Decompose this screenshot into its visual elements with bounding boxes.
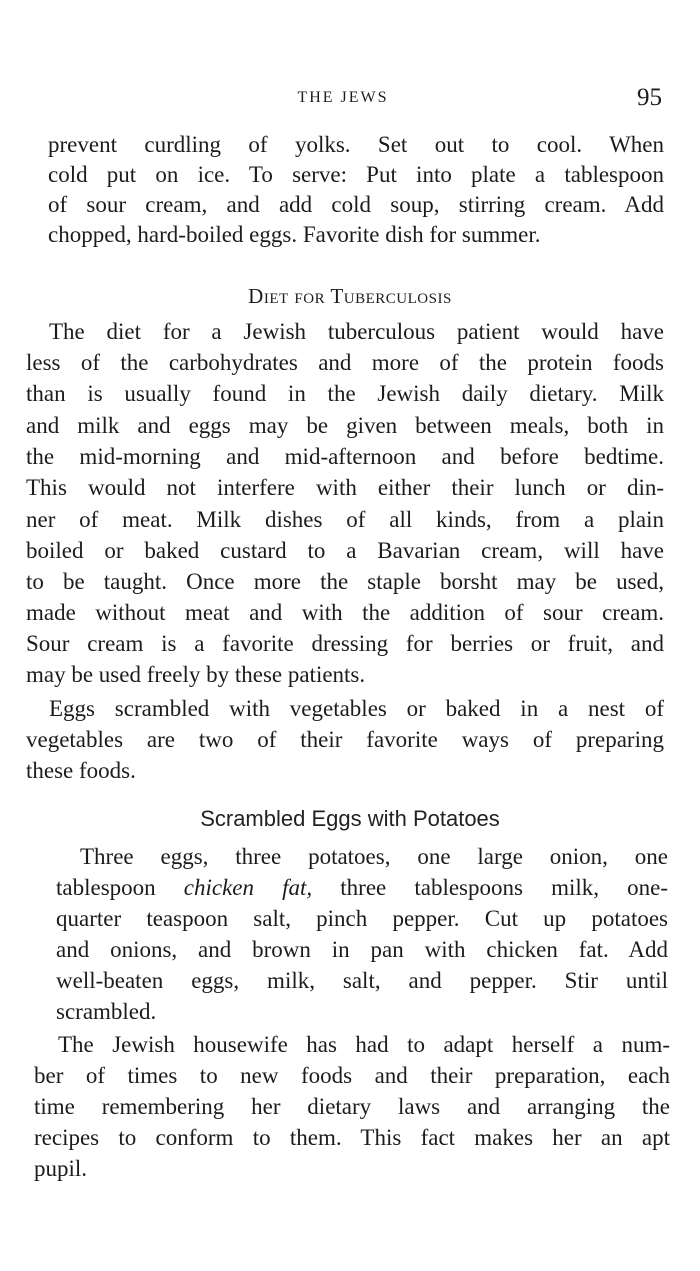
recipe-text: three tablespoons milk, one- xyxy=(312,875,668,900)
paragraph-line: the mid-morning and mid-afternoon and before bedtime. xyxy=(26,444,664,469)
running-title: THE JEWS xyxy=(297,89,389,106)
closing-line: ber of times to new foods and their preparation, each xyxy=(34,1063,670,1088)
intro-line: prevent curdling of yolks. Set out to cool. When xyxy=(48,132,664,157)
recipe-italic-ingredient: chicken fat, xyxy=(183,875,313,900)
intro-line: chopped, hard-boiled eggs. Favorite dish for summer. xyxy=(48,222,541,247)
paragraph-line: Sour cream is a favorite dressing for berries or fruit, and xyxy=(26,631,664,656)
recipe-line xyxy=(56,873,668,903)
paragraph-line: This would not interfere with either their lunch or din- xyxy=(26,475,664,500)
paragraph-line: these foods. xyxy=(26,758,136,783)
closing-line: pupil. xyxy=(34,1156,88,1181)
closing-line: The Jewish housewife has had to adapt herself a num- xyxy=(58,1032,670,1057)
recipe-line: Three eggs, three potatoes, one large onion, one xyxy=(80,844,668,869)
section-heading: Diet for Tuberculosis xyxy=(248,284,452,308)
paragraph-line: The diet for a Jewish tuberculous patient would have xyxy=(49,319,664,344)
paragraph-line: may be used freely by these patients. xyxy=(26,662,366,687)
recipe-title: Scrambled Eggs with Potatoes xyxy=(200,806,500,831)
recipe-line: and onions, and brown in pan with chicken fat. Add xyxy=(56,937,668,962)
paragraph-line: less of the carbohydrates and more of the protein foods xyxy=(26,350,664,375)
paragraph-line: to be taught. Once more the staple borsht may be used, xyxy=(26,569,664,594)
recipe-text: tablespoon xyxy=(56,875,184,900)
intro-line: cold put on ice. To serve: Put into plate a tablespoon xyxy=(48,162,664,187)
recipe-line: well-beaten eggs, milk, salt, and pepper. Stir until xyxy=(56,968,668,993)
paragraph-line: boiled or baked custard to a Bavarian cream, will have xyxy=(26,538,664,563)
closing-line: recipes to conform to them. This fact makes her an apt xyxy=(34,1125,670,1150)
paragraph-line: ner of meat. Milk dishes of all kinds, from a plain xyxy=(26,507,664,532)
page-number: 95 xyxy=(637,84,662,111)
paragraph-line: than is usually found in the Jewish daily dietary. Milk xyxy=(26,381,664,406)
recipe-line: quarter teaspoon salt, pinch pepper. Cut up potatoes xyxy=(56,906,668,931)
paragraph-line: Eggs scrambled with vegetables or baked in a nest of xyxy=(49,696,664,721)
recipe-line: scrambled. xyxy=(56,999,157,1024)
closing-line: time remembering her dietary laws and arranging the xyxy=(34,1094,670,1119)
paragraph-line: and milk and eggs may be given between meals, both in xyxy=(26,413,664,438)
paragraph-line: vegetables are two of their favorite ways of preparing xyxy=(26,727,664,752)
running-head xyxy=(0,86,700,112)
intro-line: of sour cream, and add cold soup, stirring cream. Add xyxy=(48,192,664,217)
paragraph-line: made without meat and with the addition of sour cream. xyxy=(26,600,664,625)
